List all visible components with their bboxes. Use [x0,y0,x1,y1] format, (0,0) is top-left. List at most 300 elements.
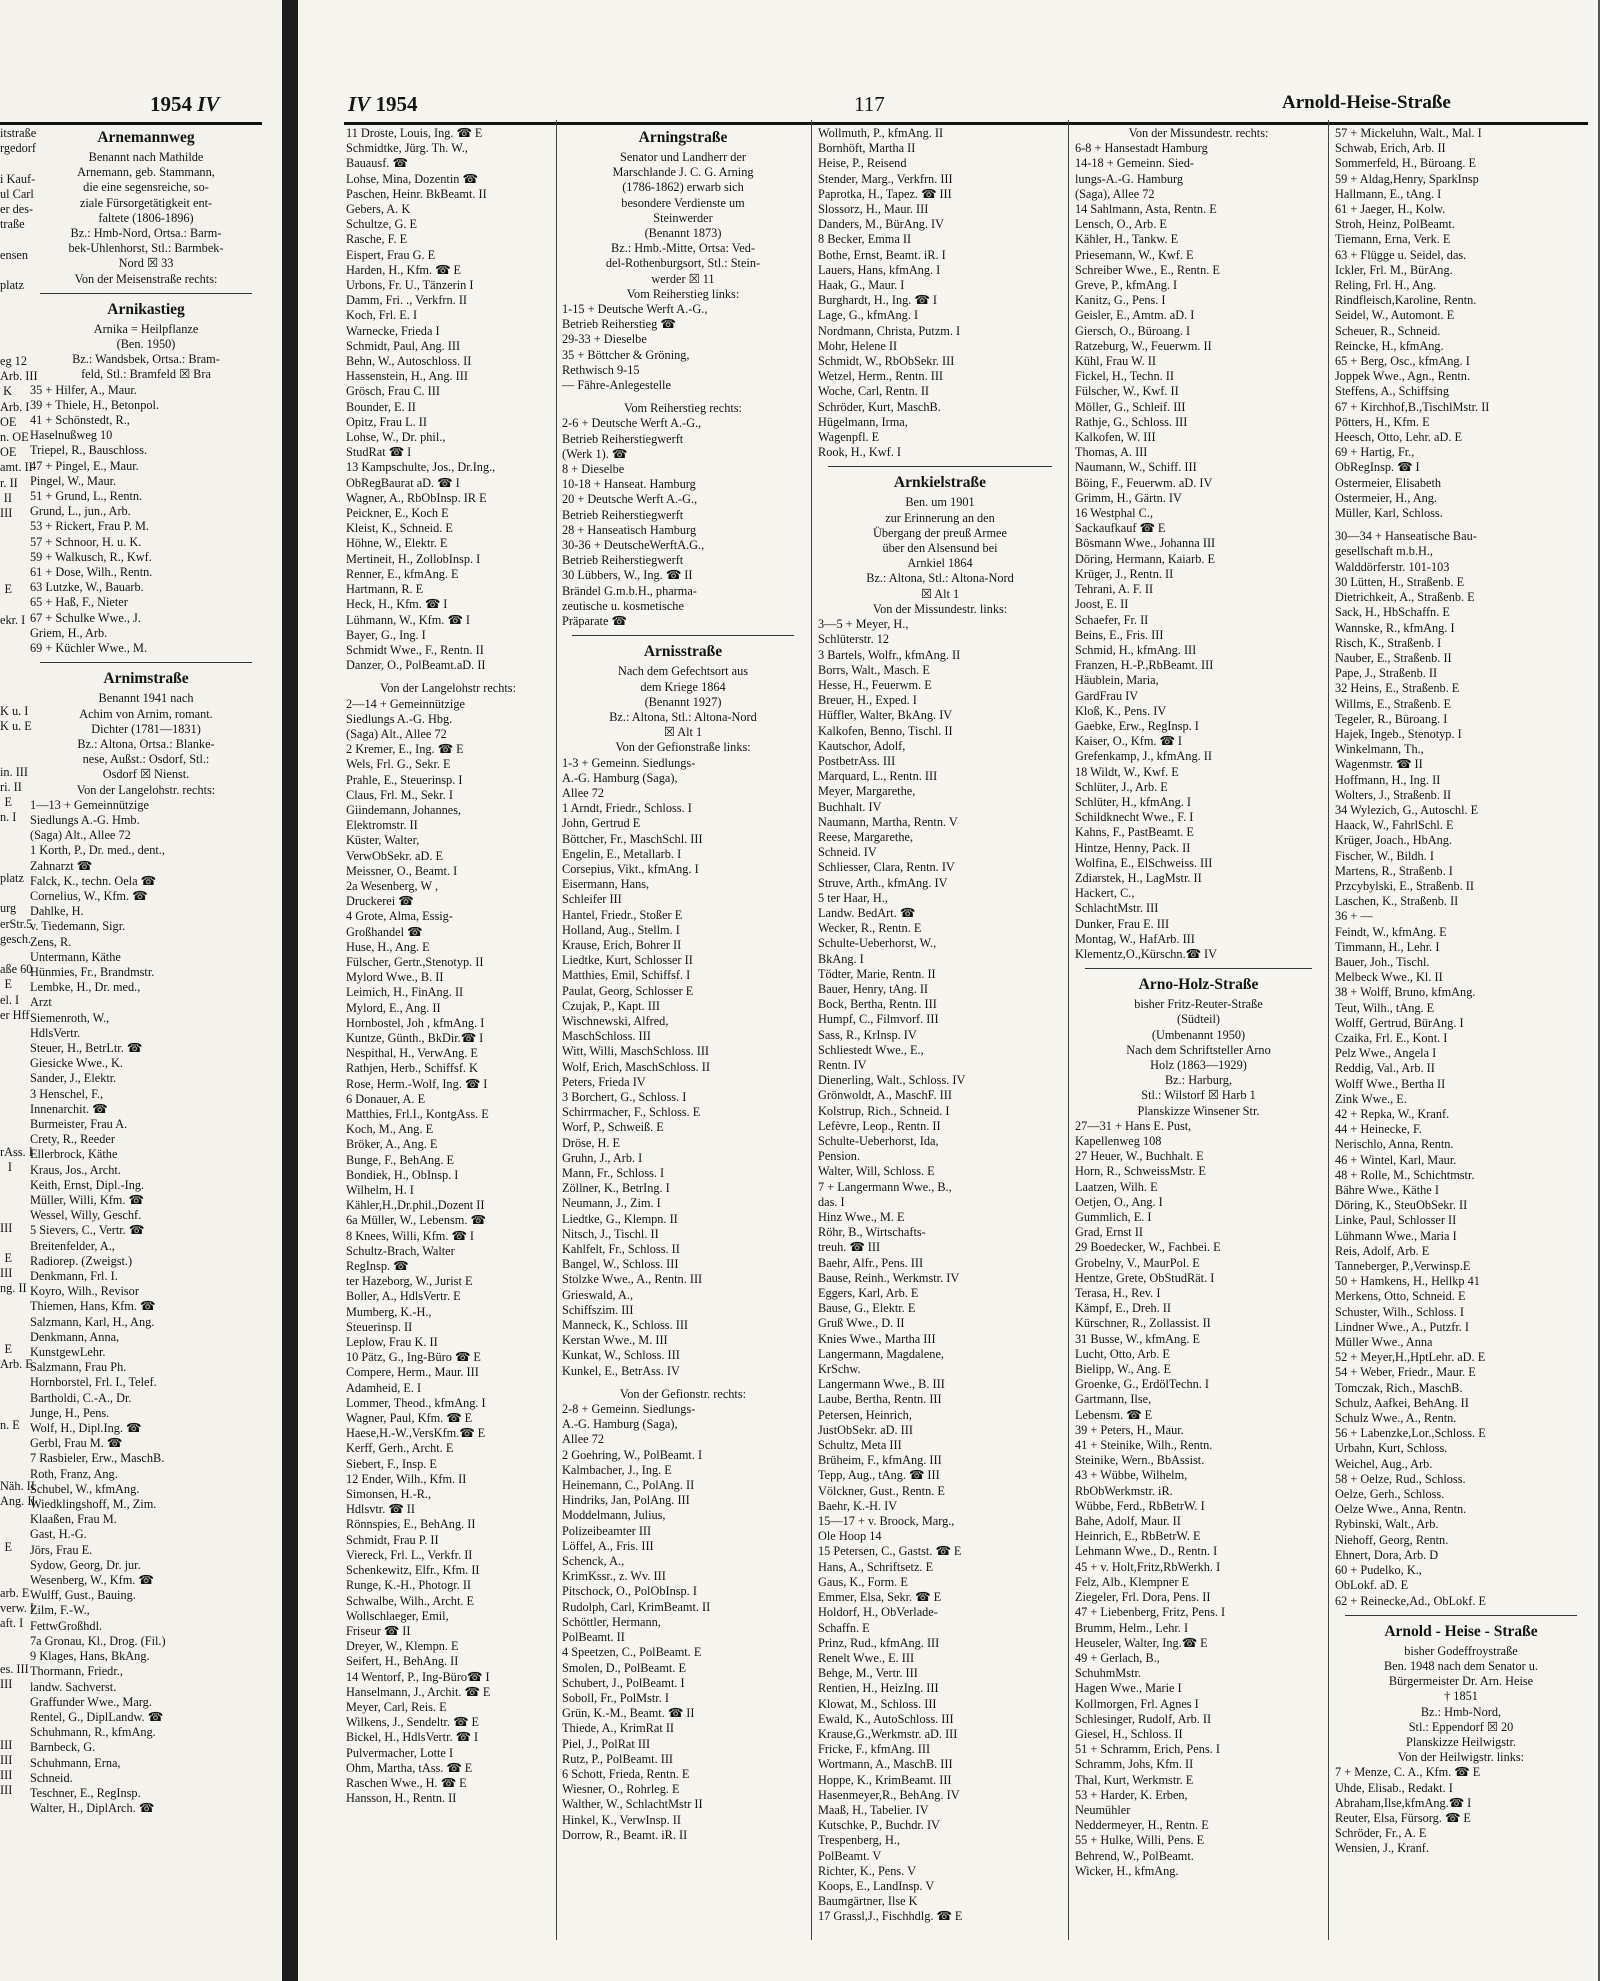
address-entry: Lage, G., kfmAng. I [818,308,919,323]
margin-fragment: ensen [0,247,28,262]
margin-fragment: III [0,1752,13,1767]
address-entry: (Saga) Alt., Allee 72 [346,726,447,741]
margin-fragment: traße [0,217,25,232]
address-entry: Viereck, Frl. L., Verkfr. II [346,1547,473,1562]
address-entry: Danzer, O., PolBeamt.aD. II [346,658,486,673]
address-entry: Untermann, Käthe [30,949,121,964]
address-entry: 49 + Gerlach, B., [1075,1650,1160,1665]
address-entry: 53 + Rickert, Frau P. M. [30,519,149,534]
address-entry: Wolf, Erich, MaschSchloss. II [562,1059,710,1074]
margin-fragment: ri. II [0,779,22,794]
address-entry: Raschen Wwe., H. ☎ E [346,1775,467,1790]
address-entry: Sydow, Georg, Dr. jur. [30,1557,141,1572]
address-entry: Gaebke, Erw., RegInsp. I [1075,718,1199,733]
address-entry: Wolff, Gertrud, BürAng. I [1335,1015,1464,1030]
address-entry: Friseur ☎ II [346,1623,411,1638]
address-entry: MaschSchloss. III [562,1029,651,1044]
address-entry: 38 + Wolff, Bruno, kfmAng. [1335,985,1476,1000]
address-entry: Ostermeier, Elisabeth [1335,475,1442,490]
address-entry: 51 + Schramm, Erich, Pens. I [1075,1742,1220,1757]
address-entry: Hintze, Henny, Pack. II [1075,840,1191,855]
address-entry: Griem, H., Arb. [30,625,108,640]
address-entry: 41 + Steinike, Wilh., Rentn. [1075,1438,1213,1453]
address-entry: Lommer, Theod., kfmAng. I [346,1395,486,1410]
address-entry: 65 + Berg, Osc., kfmAng. I [1335,354,1470,369]
address-entry: Wiedklingshoff, M., Zim. [30,1497,157,1512]
address-entry: Nespithal, H., VerwAng. E [346,1046,478,1061]
right-column-5 [1335,126,1587,1857]
address-entry: 41 + Schönstedt, R., [30,413,130,428]
address-entry: Ehnert, Dora, Arb. D [1335,1547,1439,1562]
book-gutter [282,0,298,1981]
address-entry: Kerstan Wwe., M. III [562,1333,668,1348]
left-page-header [150,92,219,117]
address-entry: Zöllner, K., BetrIng. I [562,1181,670,1196]
margin-fragment [0,658,12,673]
address-entry: Fülscher, Gertr.,Stenotyp. II [346,954,484,969]
margin-fragment [0,156,12,171]
address-entry: Tiemann, Erna, Verk. E [1335,232,1451,247]
address-entry: 5 Sievers, C., Vertr. ☎ [30,1223,145,1238]
address-entry: Czaika, Frl. E., Kont. I [1335,1030,1448,1045]
address-entry: Löffel, A., Fris. III [562,1538,654,1553]
address-entry: Hdlsvtr. ☎ II [346,1502,415,1517]
address-entry: Wolters, J., Straßenb. II [1335,787,1452,802]
address-entry: Hallmann, E., tAng. I [1335,186,1442,201]
address-entry: Boller, A., HdlsVertr. E [346,1289,461,1304]
address-entry: Langermann Wwe., B. III [818,1377,945,1392]
address-entry: Eisermann, Hans, [562,877,650,892]
address-entry: Claus, Frl. M., Sekr. I [346,787,453,802]
address-entry: 42 + Repka, W., Kranf. [1335,1107,1450,1121]
address-entry: Terasa, H., Rev. I [1075,1286,1161,1301]
address-entry: 60 + Pudelko, K., [1335,1563,1422,1578]
address-entry: Wilhelm, H. I [346,1183,414,1198]
address-entry: Rentel, G., DiplLandw. ☎ [30,1709,164,1724]
address-entry: Runge, K.-H., Photogr. II [346,1578,472,1593]
street-note: Nach dem Gefechtsort aus [617,664,749,679]
section-rule [572,635,794,636]
address-entry: Eggers, Karl, Arb. E [818,1286,919,1301]
address-entry: Gummlich, E. I [1075,1210,1152,1225]
address-entry: Großhandel ☎ [346,924,423,939]
street-note: Bz.: Altona, Stl.: Altona-Nord [866,571,1014,586]
address-entry: Joost, E. II [1075,597,1129,612]
address-entry: Reuter, Elsa, Fürsorg. ☎ E [1335,1810,1471,1825]
street-note: Senator und Landherr der [620,150,746,164]
margin-fragment: E [4,1251,12,1266]
margin-fragment [0,856,12,871]
address-entry: Abraham,Ilse,kfmAng.☎ I [1335,1795,1472,1810]
address-entry: Wischnewski, Alfred, [562,1013,669,1028]
margin-fragment: E [4,1539,12,1554]
address-entry: 47 + Pingel, E., Maur. [30,458,139,473]
address-entry: 59 + Aldag,Henry, SparkInsp [1335,171,1479,186]
address-entry: Koch, Frl. E. I [346,308,418,323]
address-entry: Zilm, F.-W., [30,1603,90,1618]
address-entry: 57 + Mickeluhn, Walt., Mal. I [1335,126,1482,140]
address-entry: 10 Pätz, G., Ing-Büro ☎ E [346,1350,481,1365]
address-entry: Damm, Fri. ., Verkfrn. II [346,293,468,308]
margin-fragment [0,1236,12,1251]
address-entry: Prinz, Rud., kfmAng. III [818,1635,940,1650]
address-entry: Kunkel, E., BetrAss. IV [562,1363,680,1378]
address-entry: Slossorz, H., Maur. III [818,202,929,217]
street-note: Arnika = Heilpflanze [93,321,199,336]
address-entry: ter Hazeborg, W., Jurist E [346,1274,473,1289]
address-entry: Krüger, Joach., HbAng. [1335,833,1452,848]
address-entry: Lembke, H., Dr. med., [30,980,141,995]
address-entry: 16 Westphal C., [1075,506,1154,521]
address-entry: 52 + Meyer,H.,HptLehr. aD. E [1335,1350,1486,1365]
address-entry: Gast, H.-G. [30,1527,87,1542]
margin-fragment: III [0,1767,13,1782]
margin-fragment [0,308,12,323]
address-entry: Joppek Wwe., Agn., Rentn. [1335,369,1471,384]
address-entry: 14 Wentorf, P., Ing-Büro☎ I [346,1669,490,1684]
address-entry: Koyro, Wilh., Revisor [30,1284,139,1299]
left-margin-text [0,126,38,1798]
address-entry: Meissner, O., Beamt. I [346,863,458,878]
address-entry: Tomczak, Rich., MaschB. [1335,1380,1463,1395]
address-entry: 14-18 + Gemeinn. Sied- [1075,156,1194,171]
address-entry: Lehmann Wwe., D., Rentn. I [1075,1544,1218,1559]
address-entry: Oelze, Gerh., Schloss. [1335,1487,1445,1502]
address-entry: Gruhn, J., Arb. I [562,1150,643,1165]
address-entry: Harden, H., Kfm. ☎ E [346,262,462,277]
address-entry: Schultz-Brach, Walter [346,1243,455,1258]
address-entry: 56 + Labenzke,Lor.,Schloss. E [1335,1426,1486,1441]
address-entry: Dorrow, R., Beamt. iR. II [562,1827,688,1842]
address-entry: (Saga), Allee 72 [1075,186,1155,201]
address-entry: Schröder, Kurt, MaschB. [818,399,941,414]
address-entry: Wilkens, J., Sendeltr. ☎ E [346,1715,479,1730]
address-entry: Wübbe, Ferd., RbBetrW. I [1075,1498,1205,1513]
street-note: Bz.: Hmb.-Mitte, Ortsa: Ved- [611,241,755,256]
address-entry: Siemenroth, W., [30,1010,110,1025]
margin-fragment: i Kauf- [0,171,36,186]
address-entry: Marquard, L., Rentn. III [818,769,938,784]
street-note: ☒ Alt 1 [663,725,703,740]
street-note: (Umbenannt 1950) [1151,1027,1246,1042]
address-entry: Kutschke, P., Buchdr. IV [818,1818,940,1833]
street-note: Ben. um 1901 [905,495,975,510]
address-entry: Grad, Ernst II [1075,1225,1143,1240]
address-entry: Pingel, W., Maur. [30,473,117,488]
address-entry: Innenarchit. ☎ [30,1101,108,1116]
address-entry: 69 + Küchler Wwe., M. [30,641,148,656]
address-entry: 30 Lütten, H., Straßenb. E [1335,574,1465,589]
address-entry: Timmann, H., Lehr. I [1335,939,1440,954]
address-entry: Thiede, A., KrimRat II [562,1721,675,1736]
address-entry: Walther, W., SchlachtMstr II [562,1797,703,1812]
address-entry: Kalmbacher, J., Ing. E [562,1462,672,1477]
address-entry: Schmidtke, Jürg. Th. W., [346,141,468,156]
address-entry: Kämpf, E., Dreh. II [1075,1301,1171,1316]
address-entry: 39 + Thiele, H., Betonpol. [30,397,159,412]
address-entry: Neumühler [1075,1802,1131,1817]
address-entry: gesellschaft m.b.H., [1335,544,1434,559]
section-rule [1345,1615,1577,1616]
address-entry: lungs-A.-G. Hamburg [1075,171,1184,186]
address-entry: Mertineit, H., ZollobInsp. I [346,551,481,566]
address-entry: 3—5 + Meyer, H., [818,617,909,632]
address-entry: Sommerfeld, H., Büroang. E [1335,156,1477,171]
address-entry: Laube, Bertha, Rentn. III [818,1392,942,1407]
address-entry: Schlüterstr. 12 [818,632,890,647]
address-entry: Leimich, H., FinAng. II [346,985,464,1000]
address-entry: Breitenfelder, A., [30,1238,115,1253]
address-entry: 20 + Deutsche Werft A.-G., [562,492,698,507]
address-entry: Bösmann Wwe., Johanna III [1075,536,1216,551]
address-entry: 17 Grassl,J., Fischhdlg. ☎ E [818,1909,963,1924]
street-note: Stl.: Wilstorf ☒ Harb 1 [1141,1088,1256,1103]
address-entry: 1-3 + Gemeinn. Siedlungs- [562,755,696,770]
address-entry: 6-8 + Hansestadt Hamburg [1075,141,1208,156]
margin-fragment [0,1175,12,1190]
address-entry: Brumm, Helm., Lehr. I [1075,1620,1189,1635]
address-entry: Schöttler, Hermann, [562,1614,661,1629]
address-entry: 27—31 + Hans E. Pust, [1075,1118,1192,1133]
margin-fragment: n. OE [0,430,29,445]
section-rule [40,293,252,294]
address-entry: 31 Busse, W., kfmAng. E [1075,1331,1201,1346]
address-entry: Rönnspies, E., BehAng. II [346,1517,476,1532]
address-entry: Kollmorgen, Frl. Agnes I [1075,1696,1199,1711]
address-entry: 3 Bartels, Wolfr., kfmAng. II [818,647,961,662]
address-entry: 2-8 + Gemeinn. Siedlungs- [562,1402,696,1417]
address-entry: Schulte-Ueberhorst, Ida, [818,1134,939,1148]
address-entry: 29-33 + Dieselbe [562,332,647,347]
address-entry: Pelz Wwe., Angela I [1335,1046,1437,1061]
right-header-year: 1954 [375,92,418,116]
address-entry: Pension. [818,1149,861,1164]
address-entry: Salzmann, Karl, H., Ang. [30,1314,155,1329]
address-entry: Völckner, Gust., Rentn. E [818,1483,945,1498]
margin-fragment [0,1327,12,1342]
address-entry: Smolen, D., PolBeamt. E [562,1660,686,1675]
address-entry: Tehrani, A. F. II [1075,582,1154,597]
street-note: die eine segensreiche, so- [83,180,209,195]
margin-fragment [0,1464,12,1479]
column-divider [1328,120,1329,1940]
address-entry: PolBeamt. II [562,1630,625,1645]
address-entry: Dunker, Frau E. III [1075,916,1170,931]
address-entry: Heinrich, E., RbBetrW. E [1075,1529,1201,1544]
address-entry: Uhde, Elisab., Redakt. I [1335,1780,1453,1795]
address-entry: Radiorep. (Zweigst.) [30,1253,133,1268]
margin-fragment: er des- [0,202,34,217]
address-entry: Schirrmacher, F., Schloss. E [562,1105,701,1120]
margin-fragment: I [7,1159,12,1174]
address-entry: Beins, E., Fris. III [1075,627,1164,642]
margin-fragment: Näh. II [0,1479,35,1494]
left-header-rule [0,122,262,125]
margin-fragment: platz [0,870,24,885]
address-entry: Schmidt, W., RbObSekr. III [818,354,955,369]
address-entry: Bartholdi, C.-A., Dr. [30,1390,132,1405]
address-entry: Wolf, H., Dipl.Ing. ☎ [30,1421,142,1436]
address-entry: Ole Hoop 14 [818,1529,882,1544]
address-entry: Laschen, K., Straßenb. II [1335,894,1459,909]
address-entry: Haese,H.-W.,VersKfm.☎ E [346,1426,486,1441]
address-entry: 7 Rasbieler, Erw., MaschB. [30,1451,165,1466]
street-note: Planskizze Winsener Str. [1137,1103,1260,1118]
address-entry: Bothe, Ernst, Beamt. iR. I [818,247,946,262]
address-entry: Junge, H., Pens. [30,1405,110,1420]
right-page-header-left [348,92,417,117]
address-entry: Graffunder Wwe., Marg. [30,1694,152,1709]
margin-fragment: n. I [0,810,17,825]
address-entry: 34 Wylezich, G., Autoschl. E [1335,802,1479,817]
address-entry: Burghardt, H., Ing. ☎ I [818,293,937,308]
margin-fragment: amt. II [0,460,33,475]
margin-fragment [0,1297,12,1312]
address-entry: Meyer, Carl, Reis. E [346,1699,447,1714]
address-entry: treuh. ☎ III [818,1240,881,1255]
address-entry: HdlsVertr. [30,1025,81,1040]
address-entry: Rudolph, Carl, KrimBeamt. II [562,1599,711,1614]
address-entry: 4 Speetzen, C., PolBeamt. E [562,1645,702,1660]
address-entry: Wessel, Willy, Geschf. [30,1208,142,1223]
margin-fragment: III [0,506,13,521]
margin-fragment: in. III [0,764,28,779]
address-entry: Schlüter, H., kfmAng. I [1075,794,1191,809]
address-entry: Brändel G.m.b.H., pharma- [562,583,697,598]
address-entry: Sander, J., Elektr. [30,1071,117,1086]
address-entry: Giesicke Wwe., K. [30,1056,123,1071]
address-entry: Döring, K., SteuObSekr. II [1335,1198,1468,1213]
left-header-volume: IV [197,92,220,116]
margin-fragment [0,1373,12,1388]
address-entry: Geisler, E., Amtm. aD. I [1075,308,1195,323]
address-entry: Simonsen, H.-R., [346,1487,432,1502]
address-entry: Franzen, H.-P.,RbBeamt. III [1075,658,1214,673]
address-entry: Mumberg, K.-H., [346,1304,432,1319]
address-entry: Ellerbrock, Käthe [30,1147,118,1162]
address-entry: Pötters, H., Kfm. E [1335,414,1430,429]
street-note: feld, Stl.: Bramfeld ☒ Bra [81,367,211,382]
address-entry: Reincke, H., kfmAng. [1335,338,1444,353]
address-entry: Hackert, C., [1075,886,1135,901]
address-entry: 35 + Böttcher & Gröning, [562,347,690,362]
address-entry: Mann, Fr., Schloss. I [562,1166,665,1180]
address-entry: Präparate ☎ [562,614,627,629]
margin-fragment [0,536,12,551]
address-entry: — Fähre-Anlegestelle [562,378,671,393]
address-entry: Wollschlaeger, Emil, [346,1608,449,1623]
address-entry: Prahle, E., Steuerinsp. I [346,772,463,787]
margin-fragment [0,947,12,962]
address-entry: Druckerei ☎ [346,894,414,909]
address-entry: Wulff, Gust., Bauing. [30,1588,136,1603]
address-entry: Knies Wwe., Martha III [818,1331,936,1346]
address-entry: Schlesinger, Rudolf, Arb. II [1075,1711,1212,1726]
address-entry: BkAng. I [818,951,864,966]
address-entry: Krause, Erich, Bohrer II [562,937,682,952]
margin-fragment: eg 12 [0,354,27,369]
address-entry: Opitz, Frau L. II [346,414,427,429]
address-entry: Bickel, H., HdlsVertr. ☎ I [346,1730,479,1745]
address-entry: Petersen, Heinrich, [818,1407,912,1422]
address-entry: Bahe, Adolf, Maur. II [1075,1514,1181,1529]
address-entry: Niehoff, Georg, Rentn. [1335,1532,1449,1547]
address-entry: Wolfina, E., ElSchweiss. III [1075,855,1213,870]
address-entry: Kolstrup, Rich., Schneid. I [818,1103,950,1118]
address-entry: Müller Wwe., Anna [1335,1335,1433,1350]
address-entry: Fricke, F., kfmAng. III [818,1742,931,1757]
margin-fragment [0,1555,12,1570]
margin-fragment: E [4,582,12,597]
address-entry: Laatzen, Wilh. E [1075,1179,1158,1194]
address-entry: SchlachtMstr. III [1075,901,1159,916]
address-entry: Montag, W., HafArb. III [1075,931,1195,946]
right-page [298,0,1600,1981]
address-entry: Böttcher, Fr., MaschSchl. III [562,831,703,846]
address-entry: Hantel, Friedr., Stoßer E [562,907,683,922]
address-entry: 30—34 + Hanseatische Bau- [1335,529,1477,544]
address-entry: Seifert, H., BehAng. II [346,1654,459,1669]
address-entry: Kraus, Jos., Archt. [30,1162,121,1177]
address-entry: Triepel, R., Bauschloss. [30,443,148,458]
address-entry: Haak, G., Maur. I [818,278,905,293]
address-entry: Hassenstein, H., Ang. III [346,369,468,384]
address-entry: Heuseler, Walter, Ing.☎ E [1075,1635,1208,1650]
address-entry: 6a Müller, W., Lebensm. ☎ [346,1213,486,1228]
address-entry: Reddig, Val., Arb. II [1335,1061,1435,1076]
address-entry: Bröker, A., Ang. E [346,1137,438,1152]
address-entry: Klementz,O.,Kürschn.☎ IV [1075,946,1218,961]
address-entry: 47 + Liebenberg, Fritz, Pens. I [1075,1605,1226,1620]
address-entry: 53 + Harder, K. Erben, [1075,1787,1188,1802]
address-entry: Hartmann, R. E [346,582,424,597]
address-entry: Heck, H., Kfm. ☎ I [346,597,448,612]
margin-fragment: el. I [0,992,20,1007]
address-entry: Wesenberg, W., Kfm. ☎ [30,1573,154,1588]
address-entry: Wagenmstr. ☎ II [1335,757,1423,772]
address-entry: RbObWerkmstr. iR. [1075,1483,1173,1498]
address-entry: Hansson, H., Rentn. II [346,1791,457,1806]
address-entry: 2 Goehring, W., PolBeamt. I [562,1447,703,1462]
address-entry: Meyer, Margarethe, [818,784,916,799]
address-entry: Schliestedt Wwe., E., [818,1042,924,1057]
address-entry: Kähler, H., Tankw. E [1075,232,1179,247]
address-entry: Schulz Wwe., A., Rentn. [1335,1411,1457,1426]
address-entry: Schuster, Wilh., Schloss. I [1335,1304,1464,1319]
address-entry: Rasche, F. E [346,232,408,247]
address-entry: (Werk 1). ☎ [562,446,628,461]
street-heading: Arnkielstraße [893,474,987,492]
address-entry: Grefenkamp, J., kfmAng. II [1075,749,1212,764]
address-entry: Siebert, F., Insp. E [346,1456,437,1471]
address-entry: 54 + Weber, Friedr., Maur. E [1335,1365,1476,1380]
address-entry: Tegeler, R., Büroang. I [1335,711,1448,726]
address-entry: Schliesser, Clara, Rentn. IV [818,860,955,875]
address-entry: Lensch, O., Arb. E [1075,217,1167,232]
address-entry: Danders, M., BürAng. IV [818,217,945,232]
address-entry: Priesemann, W., Kwf. E [1075,247,1194,262]
address-entry: Kanitz, G., Pens. I [1075,293,1166,308]
margin-fragment [0,232,12,247]
address-entry: Roth, Franz, Ang. [30,1466,118,1481]
margin-fragment [0,293,12,308]
address-entry: Bauer, Henry, tAng. II [818,981,929,996]
address-entry: Rathjen, Herb., Schiffsf. K [346,1061,478,1076]
address-entry: Schiffszim. III [562,1302,634,1317]
address-entry: 63 Lutzke, W., Bauarb. [30,580,144,595]
address-entry: Rathje, G., Schloss. III [1075,414,1188,429]
address-entry: 44 + Heinecke, F. [1335,1122,1422,1137]
